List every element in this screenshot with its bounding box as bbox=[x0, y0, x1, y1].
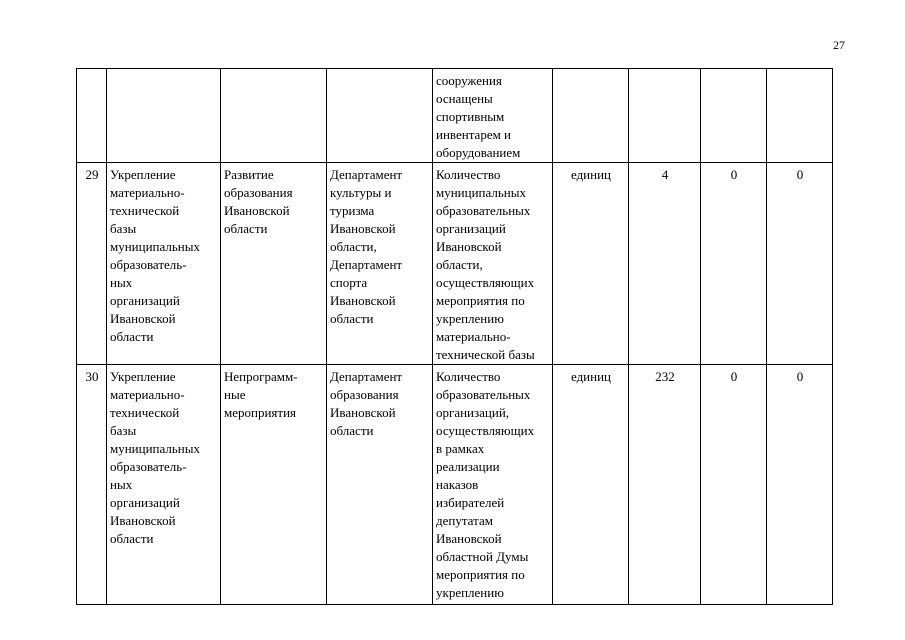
program-name: Развитие образования Ивановской области bbox=[224, 167, 293, 236]
row-number-cell bbox=[77, 163, 107, 365]
indicator-text: Количество муниципальных образовательных организаций Ивановской области, осуществляющих мероприятия по укреплению материально- технической базы bbox=[436, 167, 535, 362]
table-row bbox=[77, 365, 833, 605]
row-number: 29 bbox=[85, 167, 99, 182]
value-2-cell bbox=[701, 163, 767, 365]
event-name: Укрепление материально- технической базы муниципальных образователь- ных организаций Ивановской области bbox=[110, 369, 201, 546]
value-3-cell bbox=[767, 365, 833, 605]
unit-text: единиц bbox=[570, 369, 612, 384]
event-name-cell bbox=[107, 69, 221, 163]
event-name-cell bbox=[107, 365, 221, 605]
value-2: 0 bbox=[730, 167, 738, 182]
table-row bbox=[77, 69, 833, 163]
value-1: 4 bbox=[661, 167, 669, 182]
value-2: 0 bbox=[730, 369, 738, 384]
executor-name: Департамент образования Ивановской области bbox=[330, 369, 403, 438]
value-2-cell bbox=[701, 365, 767, 605]
indicator-text: сооружения оснащены спортивным инвентарем и оборудованием bbox=[436, 73, 521, 160]
value-3-cell bbox=[767, 163, 833, 365]
executor-cell bbox=[327, 163, 433, 365]
event-name: Укрепление материально- технической базы муниципальных образователь- ных организаций Ивановской области bbox=[110, 167, 201, 344]
program-cell bbox=[221, 163, 327, 365]
table-row bbox=[77, 163, 833, 365]
unit-cell bbox=[553, 163, 629, 365]
unit-cell bbox=[553, 365, 629, 605]
page-number: 27 bbox=[833, 38, 845, 52]
value-3: 0 bbox=[796, 369, 804, 384]
value-1-cell bbox=[629, 365, 701, 605]
indicators-table bbox=[76, 68, 833, 605]
row-number-cell bbox=[77, 69, 107, 163]
value-1-cell bbox=[629, 163, 701, 365]
unit-cell bbox=[553, 69, 629, 163]
value-1: 232 bbox=[655, 369, 675, 384]
program-cell bbox=[221, 365, 327, 605]
executor-cell bbox=[327, 69, 433, 163]
indicator-cell bbox=[433, 163, 553, 365]
executor-name: Департамент культуры и туризма Ивановской области, Департамент спорта Ивановской области bbox=[330, 167, 403, 326]
program-name: Непрограмм- ные мероприятия bbox=[224, 369, 298, 420]
indicator-cell bbox=[433, 365, 553, 605]
indicator-text: Количество образовательных организаций, осуществляющих в рамках реализации наказов избирателей депутатам Ивановской областной Думы мероприятия по укреплению bbox=[436, 369, 535, 600]
executor-cell bbox=[327, 365, 433, 605]
indicator-cell bbox=[433, 69, 553, 163]
value-3: 0 bbox=[796, 167, 804, 182]
value-1-cell bbox=[629, 69, 701, 163]
value-3-cell bbox=[767, 69, 833, 163]
value-2-cell bbox=[701, 69, 767, 163]
program-cell bbox=[221, 69, 327, 163]
row-number: 30 bbox=[85, 369, 99, 384]
row-number-cell bbox=[77, 365, 107, 605]
event-name-cell bbox=[107, 163, 221, 365]
unit-text: единиц bbox=[570, 167, 612, 182]
